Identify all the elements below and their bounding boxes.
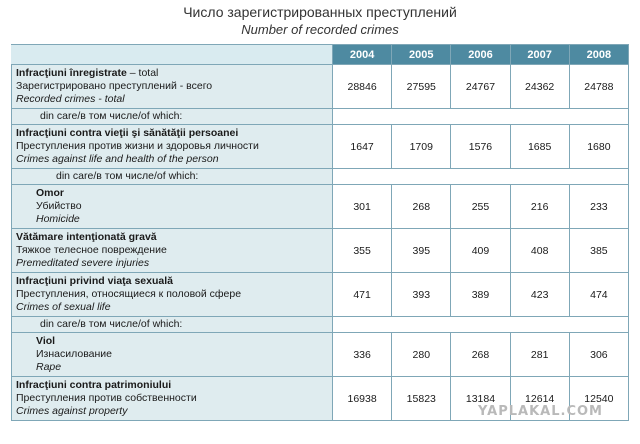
row-label	[12, 125, 333, 169]
year-header: 2007	[510, 45, 569, 65]
label-ru: Убийство	[36, 200, 82, 212]
table-cell: 1647	[333, 125, 392, 169]
table-cell: 423	[510, 273, 569, 317]
watermark: YAPLAKAL.COM	[478, 404, 603, 419]
label-ru: Тяжкое телесное повреждение	[16, 244, 167, 256]
label-ro: Infracţiuni contra vieţii şi sănătăţii persoanei	[16, 127, 239, 139]
label-en: Crimes of sexual life	[16, 301, 111, 313]
table-cell: 268	[451, 333, 510, 377]
row-label	[12, 65, 333, 109]
table-cell: 216	[510, 185, 569, 229]
label-ru: Преступления, относящиеся к половой сфере	[16, 288, 242, 300]
table-cell: 385	[569, 229, 628, 273]
table-cell: 13184	[451, 377, 510, 421]
table-cell: 24767	[451, 65, 510, 109]
title-english: Number of recorded crimes	[241, 22, 399, 37]
row-label	[12, 185, 333, 229]
table-cell: 12540	[569, 377, 628, 421]
row-label	[12, 229, 333, 273]
table-cell: 28846	[333, 65, 392, 109]
label-en: Homicide	[36, 213, 80, 225]
label-ro-suffix: – total	[126, 67, 159, 79]
title-russian: Число зарегистрированных преступлений	[183, 4, 457, 20]
header-row	[12, 45, 629, 65]
table-cell: 233	[569, 185, 628, 229]
label-en: Crimes against property	[16, 405, 128, 417]
table-cell-empty	[333, 109, 629, 125]
header-blank	[12, 45, 333, 65]
of-which-label: din care/в том числе/of which:	[12, 169, 333, 185]
table-row	[12, 169, 629, 185]
year-header: 2005	[392, 45, 451, 65]
label-en: Recorded crimes - total	[16, 93, 125, 105]
table-cell: 409	[451, 229, 510, 273]
table-cell: 12614	[510, 377, 569, 421]
table-cell: 268	[392, 185, 451, 229]
year-header: 2006	[451, 45, 510, 65]
table-cell: 1709	[392, 125, 451, 169]
table-cell: 393	[392, 273, 451, 317]
table-cell: 389	[451, 273, 510, 317]
label-en: Rape	[36, 361, 62, 373]
year-header: 2008	[569, 45, 628, 65]
table-cell: 280	[392, 333, 451, 377]
table-row	[12, 229, 629, 273]
table-cell: 1680	[569, 125, 628, 169]
row-label	[12, 333, 333, 377]
table-cell: 301	[333, 185, 392, 229]
year-header: 2004	[333, 45, 392, 65]
table-row	[12, 317, 629, 333]
table-cell: 474	[569, 273, 628, 317]
of-which-label: din care/в том числе/of which:	[12, 109, 333, 125]
table-cell: 336	[333, 333, 392, 377]
label-ro: Infracţiuni contra patrimoniului	[16, 379, 172, 391]
label-en: Crimes against life and health of the person	[16, 153, 219, 165]
label-ro: Infracţiuni privind viaţa sexuală	[16, 275, 173, 287]
table-cell: 15823	[392, 377, 451, 421]
of-which-label: din care/в том числе/of which:	[12, 317, 333, 333]
table-row	[12, 109, 629, 125]
table-cell: 24362	[510, 65, 569, 109]
table-cell: 1576	[451, 125, 510, 169]
table-cell-empty	[333, 317, 629, 333]
table-row	[12, 185, 629, 229]
label-en: Premeditated severe injuries	[16, 257, 150, 269]
table-cell: 355	[333, 229, 392, 273]
label-ro: Vătămare intenţionată gravă	[16, 231, 157, 243]
label-ro: Viol	[36, 335, 56, 347]
table-cell: 408	[510, 229, 569, 273]
table-cell: 24788	[569, 65, 628, 109]
label-ru: Преступления против собственности	[16, 392, 197, 404]
table-row	[12, 273, 629, 317]
table-row	[12, 65, 629, 109]
label-ru: Изнасилование	[36, 348, 113, 360]
table-cell: 27595	[392, 65, 451, 109]
table-cell: 1685	[510, 125, 569, 169]
label-ru: Зарегистрировано преступлений - всего	[16, 80, 213, 92]
table-cell-empty	[333, 169, 629, 185]
table-cell: 306	[569, 333, 628, 377]
table-cell: 395	[392, 229, 451, 273]
row-label	[12, 377, 333, 421]
label-ro: Infracţiuni înregistrate	[16, 67, 127, 79]
table-cell: 16938	[333, 377, 392, 421]
row-label	[12, 273, 333, 317]
table-row	[12, 125, 629, 169]
table-cell: 471	[333, 273, 392, 317]
table-cell: 281	[510, 333, 569, 377]
label-ro: Omor	[36, 187, 65, 199]
crimes-table	[11, 44, 629, 421]
label-ru: Преступления против жизни и здоровья личности	[16, 140, 259, 152]
table-row	[12, 333, 629, 377]
table-cell: 255	[451, 185, 510, 229]
